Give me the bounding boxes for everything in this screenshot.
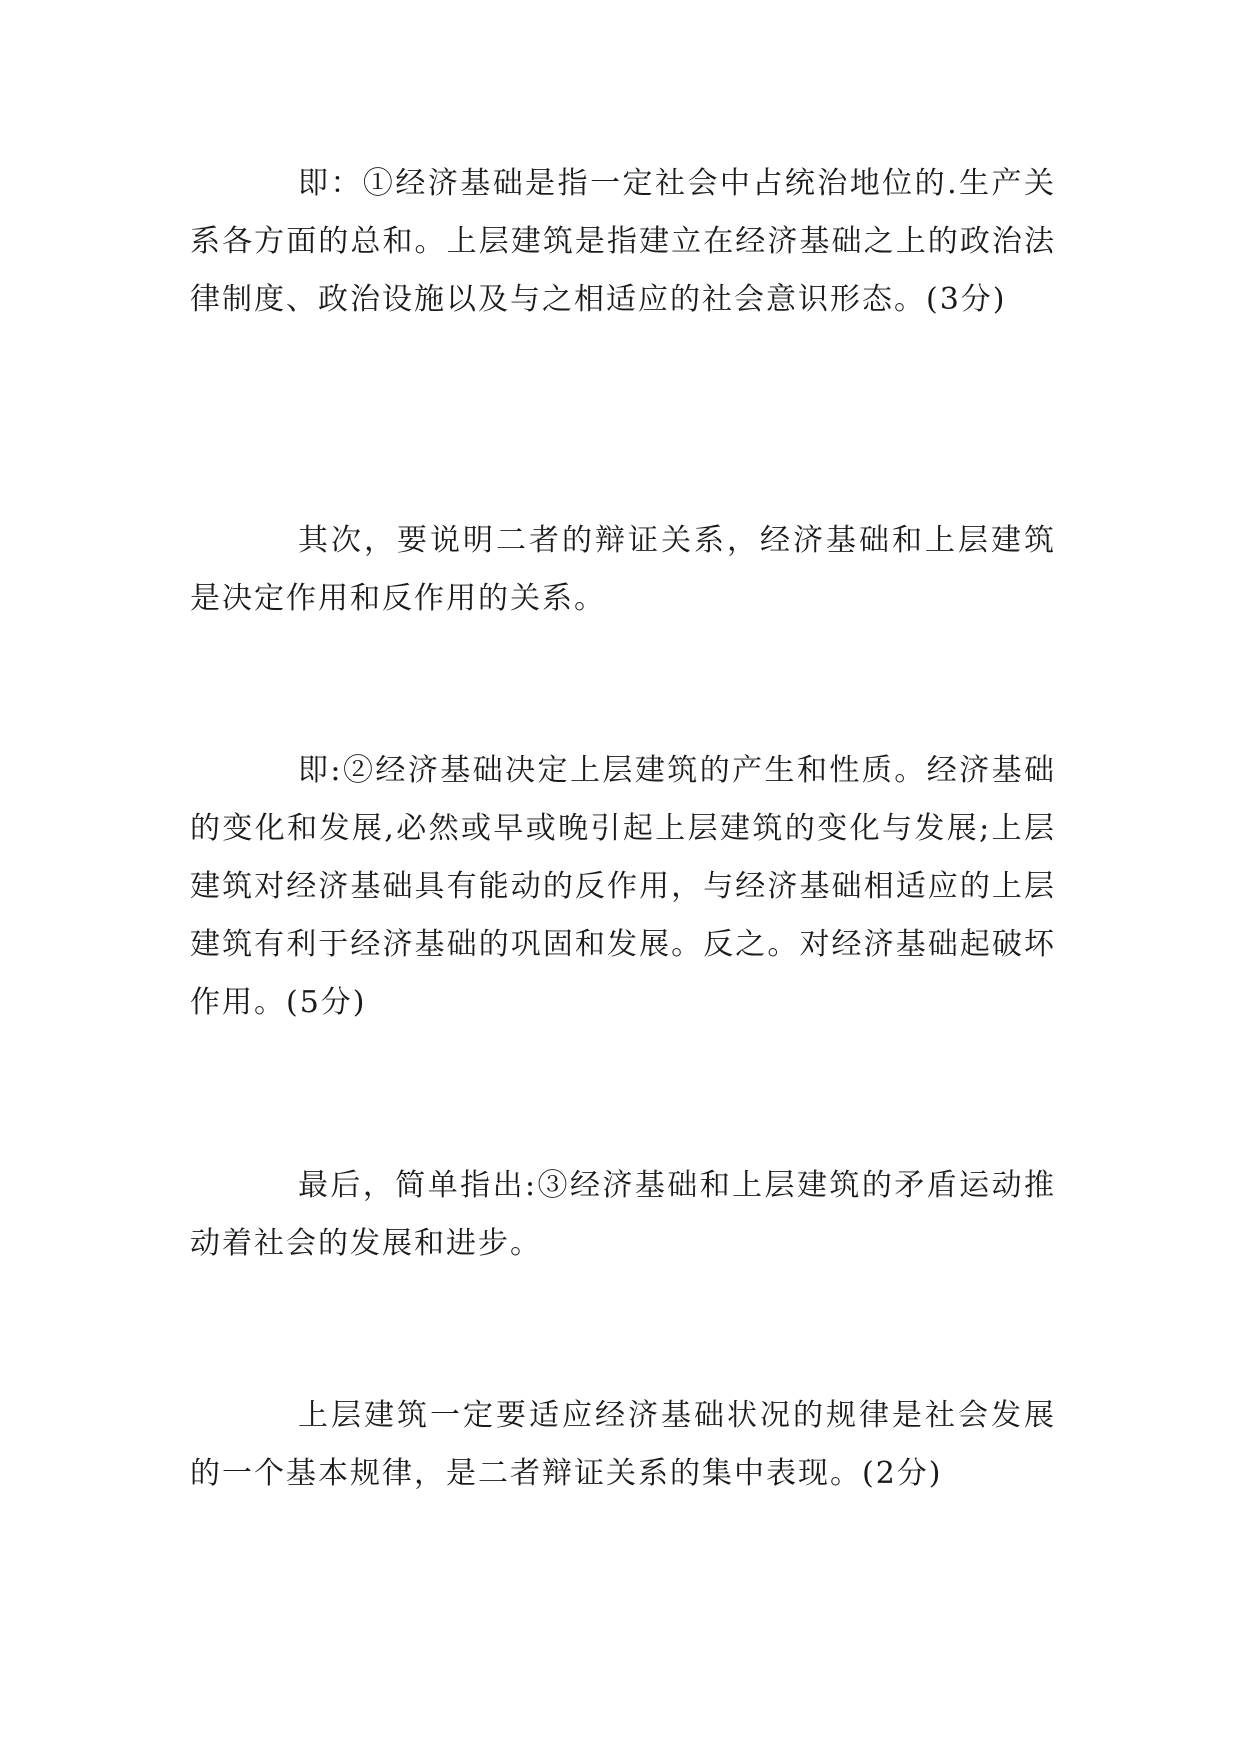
paragraph-definition: 即：①经济基础是指一定社会中占统治地位的.生产关系各方面的总和。上层建筑是指建立在经济基础之上的政治法律制度、政治设施以及与之相适应的社会意识形态。(3分) xyxy=(190,166,1056,317)
paragraph-basic-law: 上层建筑一定要适应经济基础状况的规律是社会发展的一个基本规律，是二者辩证关系的集中表现。(2分) xyxy=(190,1398,1056,1491)
paragraph-contradiction-movement: 最后，简单指出:③经济基础和上层建筑的矛盾运动推动着社会的发展和进步。 xyxy=(190,1168,1056,1261)
paragraph-dialectical-relation: 其次，要说明二者的辩证关系，经济基础和上层建筑是决定作用和反作用的关系。 xyxy=(190,523,1056,616)
paragraph-determination-and-reaction: 即:②经济基础决定上层建筑的产生和性质。经济基础的变化和发展,必然或早或晚引起上层建筑的变化与发展;上层建筑对经济基础具有能动的反作用，与经济基础相适应的上层建筑有利于经济基础的巩固和发展。反之。对经济基础起破坏作用。(5分) xyxy=(190,753,1056,1020)
